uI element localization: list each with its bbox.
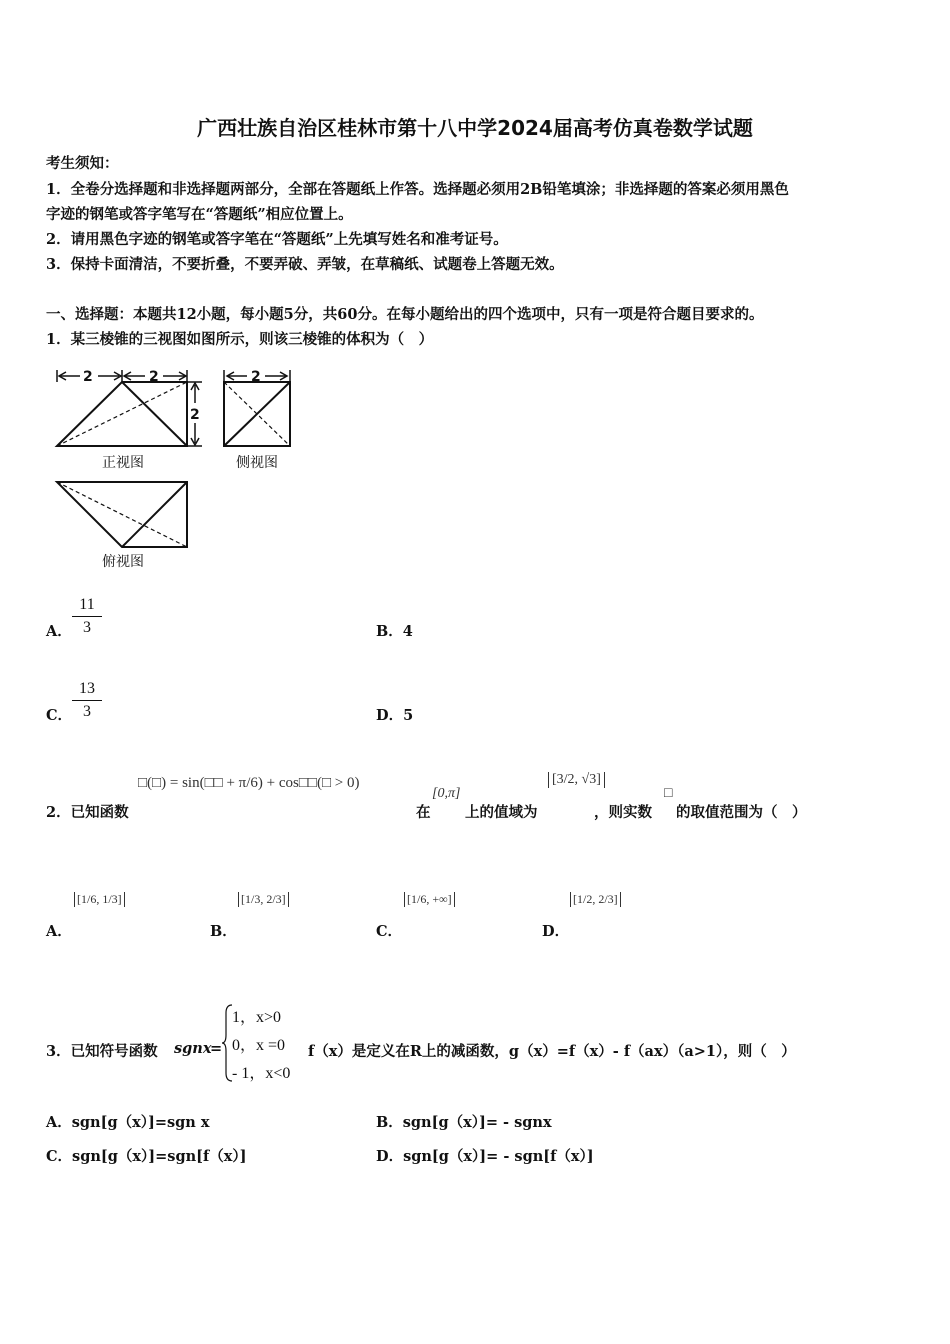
dim-height: 2 — [190, 407, 200, 423]
q3-eq: = — [210, 1040, 223, 1057]
notice-line-3: 3．保持卡面清洁，不要折叠，不要弄破、弄皱，在草稿纸、试题卷上答题无效。 — [46, 256, 564, 273]
q1-option-d[interactable]: D．5 — [376, 707, 414, 724]
notice-heading: 考生须知： — [46, 155, 119, 172]
page-title: 广西壮族自治区桂林市第十八中学2024届高考仿真卷数学试题 — [197, 116, 753, 140]
notice-line-2: 2．请用黑色字迹的钢笔或答字笔在“答题纸”上先填写姓名和准考证号。 — [46, 231, 508, 248]
q2-option-d-value: [1/2, 2/3] — [570, 892, 621, 907]
q2-placeholder: □ — [664, 786, 673, 801]
label-top-view: 俯视图 — [102, 554, 144, 570]
q2-option-b-label[interactable]: B． — [210, 923, 237, 940]
q2-lead: 2．已知函数 — [46, 804, 129, 821]
q2-range-value: [3/2, √3] — [548, 772, 605, 788]
dim-front-right: 2 — [149, 369, 159, 385]
q2-tail: ，则实数 — [594, 804, 652, 821]
q1-option-a-label[interactable]: A． — [46, 623, 72, 640]
dim-side: 2 — [251, 369, 261, 385]
q1-option-c-num: 13 — [72, 680, 102, 701]
q2-range-text: 上的值域为 — [465, 804, 538, 821]
q3-case-3: - 1，x<0 — [232, 1065, 291, 1082]
q1-option-c-fraction — [72, 680, 102, 721]
q2-option-c-value: [1/6, +∞] — [404, 892, 455, 907]
q2-option-d-label[interactable]: D． — [542, 923, 570, 940]
q1-option-c-label[interactable]: C． — [46, 707, 73, 724]
q3-rest: f（x）是定义在R上的减函数，g（x）=f（x）- f（ax）（a>1），则（ ） — [308, 1043, 796, 1060]
q3-option-a[interactable]: A．sgn[g（x）]=sgn x — [46, 1114, 210, 1131]
q2-formula: □(□) = sin(□□ + π/6) + cos□□(□ > 0) — [138, 775, 360, 791]
q2-option-c-label[interactable]: C． — [376, 923, 403, 940]
q1-option-b[interactable]: B．4 — [376, 623, 413, 640]
dim-front-left: 2 — [83, 369, 93, 385]
q2-option-b-value: [1/3, 2/3] — [238, 892, 289, 907]
q3-option-c[interactable]: C．sgn[g（x）]=sgn[f（x）] — [46, 1148, 247, 1165]
three-view-figure — [40, 360, 310, 575]
notice-line-1b: 字迹的钢笔或答字笔写在“答题纸”相应位置上。 — [46, 206, 353, 223]
q2-end: 的取值范围为（ ） — [676, 804, 807, 821]
q1-option-a-den: 3 — [83, 619, 91, 636]
q3-case-1: 1，x>0 — [232, 1009, 282, 1026]
q2-option-a-label[interactable]: A． — [46, 923, 72, 940]
q1-option-a-num: 11 — [72, 596, 102, 617]
q2-option-a-value: [1/6, 1/3] — [74, 892, 125, 907]
q2-in: 在 — [416, 804, 431, 821]
q1-stem: 1．某三棱锥的三视图如图所示，则该三棱锥的体积为（ ） — [46, 331, 434, 348]
q1-option-c-den: 3 — [83, 703, 91, 720]
q3-lead: 3．已知符号函数 — [46, 1043, 158, 1060]
q1-option-a-fraction — [72, 596, 102, 637]
notice-line-1a: 1．全卷分选择题和非选择题两部分，全部在答题纸上作答。选择题必须用2B铅笔填涂；非选择题的答案必须用黑色 — [46, 181, 789, 198]
q2-interval: [0,π] — [432, 786, 461, 801]
label-front-view: 正视图 — [102, 455, 144, 471]
label-side-view: 侧视图 — [236, 455, 278, 471]
q3-sgn: sgnx — [174, 1040, 212, 1057]
q3-case-2: 0，x =0 — [232, 1037, 286, 1054]
section-heading: 一、选择题：本题共12小题，每小题5分，共60分。在每小题给出的四个选项中，只有一项是符合题目要求的。 — [46, 306, 764, 323]
q3-option-d[interactable]: D．sgn[g（x）]= - sgn[f（x）] — [376, 1148, 594, 1165]
q3-option-b[interactable]: B．sgn[g（x）]= - sgnx — [376, 1114, 552, 1131]
